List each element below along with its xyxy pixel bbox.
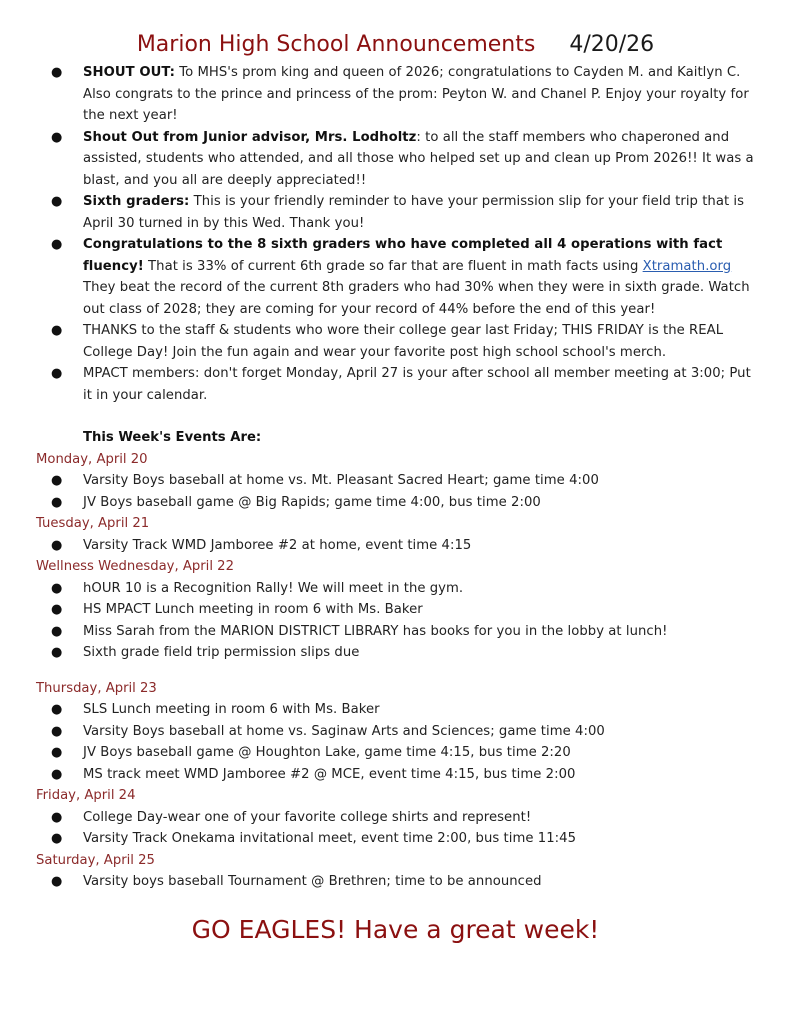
event-text: MS track meet WMD Jamboree #2 @ MCE, event time 4:15, bus time 2:00 — [83, 766, 576, 782]
bullet-icon: ● — [51, 809, 63, 825]
bullet-icon: ● — [51, 473, 63, 488]
day-heading-monday: Monday, April 20 — [36, 451, 148, 467]
day-heading-wednesday: Wellness Wednesday, April 22 — [36, 559, 234, 574]
bullet-icon: ● — [51, 745, 63, 760]
bullet-icon: ● — [51, 645, 63, 660]
event-item — [0, 535, 791, 557]
events-heading: This Week's Events Are: — [83, 430, 262, 445]
bullet-icon: ● — [51, 831, 63, 846]
bullet-icon: ● — [51, 580, 63, 596]
event-item — [0, 721, 791, 743]
announcement-item — [0, 191, 791, 234]
event-item — [0, 828, 791, 850]
event-item — [0, 621, 791, 643]
event-item — [0, 578, 791, 600]
event-item — [0, 764, 791, 786]
bullet-icon: ● — [51, 766, 63, 782]
bullet-icon: ● — [51, 723, 63, 739]
announcements-content — [0, 62, 791, 893]
announcement-lead: Shout Out from Junior advisor, Mrs. Lodholtz — [83, 129, 417, 145]
event-text: JV Boys baseball game @ Houghton Lake, game time 4:15, bus time 2:20 — [83, 745, 571, 760]
wednesday-events — [0, 578, 791, 664]
bullet-icon: ● — [51, 494, 63, 510]
event-text: Varsity Track WMD Jamboree #2 at home, event time 4:15 — [83, 537, 472, 553]
event-text: HS MPACT Lunch meeting in room 6 with Ms. Baker — [83, 602, 423, 617]
announcement-text: THANKS to the staff & students who wore their college gear last Friday; THIS FRIDAY is the REAL College Day! Join the fun again and wear your favorite post high school school's merch. — [83, 323, 724, 360]
announcement-item — [0, 127, 791, 192]
day-heading-friday: Friday, April 24 — [36, 788, 136, 803]
closing-banner: GO EAGLES! Have a great week! — [191, 915, 600, 944]
bullet-icon: ● — [51, 129, 63, 145]
event-text: SLS Lunch meeting in room 6 with Ms. Baker — [83, 702, 380, 717]
day-heading-saturday: Saturday, April 25 — [36, 852, 155, 868]
announcement-text: That is 33% of current 6th grade so far that are fluent in math facts using — [143, 258, 643, 274]
announcement-text: To MHS's prom king and queen of 2026; congratulations to Cayden M. and Kaitlyn C. Also congrats to the prince and princess of the prom: Peyton W. and Chanel P. Enjoy your royalty for the next year! — [83, 65, 749, 123]
event-text: Varsity Boys baseball at home vs. Saginaw Arts and Sciences; game time 4:00 — [83, 723, 605, 739]
event-text: Varsity boys baseball Tournament @ Brethren; time to be announced — [83, 874, 542, 889]
bullet-icon: ● — [51, 194, 63, 209]
title-text: Marion High School Announcements — [136, 32, 536, 57]
xtramath-link[interactable]: Xtramath.org — [642, 258, 732, 274]
event-text: JV Boys baseball game @ Big Rapids; game time 4:00, bus time 2:00 — [83, 494, 541, 510]
event-text: hOUR 10 is a Recognition Rally! We will meet in the gym. — [83, 580, 464, 596]
event-text: Varsity Track Onekama invitational meet, event time 2:00, bus time 11:45 — [83, 831, 577, 846]
event-item — [0, 871, 791, 893]
event-text: Sixth grade field trip permission slips due — [83, 645, 360, 660]
announcement-text: This is your friendly reminder to have your permission slip for your field trip that is April 30 turned in by this Wed. Thank you! — [83, 194, 745, 231]
announcement-lead: Sixth graders: — [83, 194, 190, 209]
event-item — [0, 642, 791, 664]
monday-events — [0, 470, 791, 513]
event-text: Miss Sarah from the MARION DISTRICT LIBRARY has books for you in the lobby at lunch! — [83, 623, 668, 639]
event-item — [0, 599, 791, 621]
announcement-text: MPACT members: don't forget Monday, April 27 is your after school all member meeting at 3:00; Put it in your calendar. — [83, 366, 751, 403]
announcement-item — [0, 363, 791, 406]
event-text: Varsity Boys baseball at home vs. Mt. Pleasant Sacred Heart; game time 4:00 — [83, 473, 599, 488]
bullet-icon: ● — [51, 602, 63, 617]
announcement-item — [0, 234, 791, 320]
bullet-icon: ● — [51, 323, 63, 338]
page-title — [0, 28, 791, 62]
event-item — [0, 699, 791, 721]
bullet-icon: ● — [51, 623, 63, 639]
bullet-icon: ● — [51, 65, 63, 80]
event-item — [0, 807, 791, 829]
bullet-icon: ● — [51, 537, 63, 553]
title-date: 4/20/26 — [569, 32, 655, 57]
announcement-lead: SHOUT OUT: — [83, 65, 176, 80]
bullet-icon: ● — [51, 874, 63, 889]
announcements-list — [0, 62, 791, 406]
announcement-item — [0, 62, 791, 127]
friday-events — [0, 807, 791, 850]
announcement-text: : to all the staff members who chaperoned and assisted, students who attended, and all those who helped set up and clean up Prom 2026!! It was a blast, and you all are deeply appreciated!! — [83, 129, 754, 188]
tuesday-events — [0, 535, 791, 557]
spacer — [0, 664, 791, 678]
bullet-icon: ● — [51, 702, 63, 717]
event-item — [0, 742, 791, 764]
day-heading-thursday: Thursday, April 23 — [36, 680, 157, 696]
announcement-text-continued: They beat the record of the current 8th graders who had 30% when they were in sixth grade. Watch out class of 2028; they are coming for your record of 44% before the end of this year! — [83, 280, 750, 317]
announcement-lead: Congratulations to the 8 sixth graders who have completed all 4 operations with fact fluency! — [83, 237, 723, 274]
day-heading-tuesday: Tuesday, April 21 — [36, 516, 150, 531]
bullet-icon: ● — [51, 237, 63, 252]
saturday-events — [0, 871, 791, 893]
thursday-events — [0, 699, 791, 785]
event-item — [0, 470, 791, 492]
event-item — [0, 492, 791, 514]
event-text: College Day-wear one of your favorite college shirts and represent! — [83, 809, 532, 825]
bullet-icon: ● — [51, 366, 63, 381]
announcement-item — [0, 320, 791, 363]
